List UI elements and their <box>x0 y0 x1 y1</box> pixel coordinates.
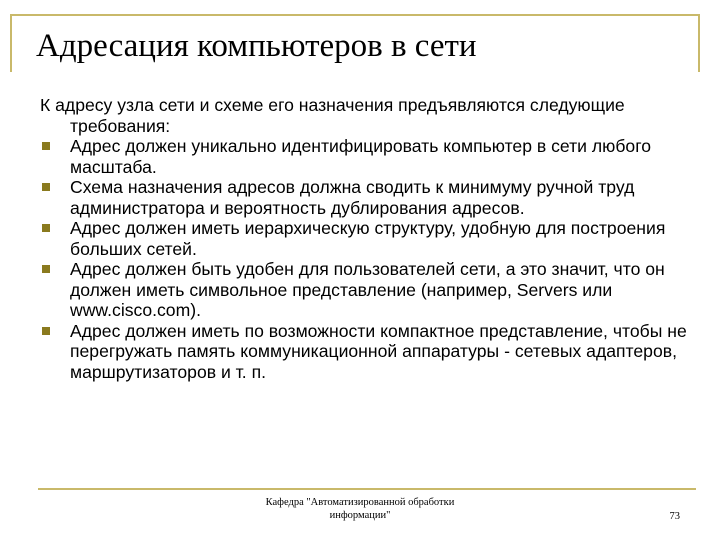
square-bullet-icon <box>42 265 50 273</box>
square-bullet-icon <box>42 183 50 191</box>
list-item <box>40 177 700 218</box>
footer-divider <box>38 488 696 490</box>
list-item-text: Адрес должен быть удобен для пользователей сети, а это значит, что он должен иметь символьное представление (например, Servers или www.cisco.com). <box>70 259 665 320</box>
square-bullet-icon <box>42 224 50 232</box>
list-item-text: Схема назначения адресов должна сводить к минимуму ручной труд администратора и вероятность дублирования адресов. <box>70 177 635 218</box>
slide-content <box>40 95 700 382</box>
page-number: 73 <box>669 511 680 522</box>
square-bullet-icon <box>42 327 50 335</box>
intro-text: К адресу узла сети и схеме его назначения предъявляются следующие требования: <box>40 95 625 136</box>
requirements-list <box>40 136 700 382</box>
list-item-text: Адрес должен уникально идентифицировать компьютер в сети любого масштаба. <box>70 136 652 177</box>
list-item-text: Адрес должен иметь иерархическую структуру, удобную для построения больших сетей. <box>70 218 666 259</box>
list-item <box>40 259 700 321</box>
slide-title: Адресация компьютеров в сети <box>36 28 477 64</box>
list-item <box>40 218 700 259</box>
square-bullet-icon <box>42 142 50 150</box>
list-item <box>40 136 700 177</box>
footer-department: Кафедра "Автоматизированной обработки информации" <box>265 497 455 521</box>
list-item-text: Адрес должен иметь по возможности компактное представление, чтобы не перегружать память коммуникационной аппаратуры - сетевых адаптеров, маршрутизаторов и т. п. <box>70 320 687 382</box>
list-item <box>40 321 700 383</box>
